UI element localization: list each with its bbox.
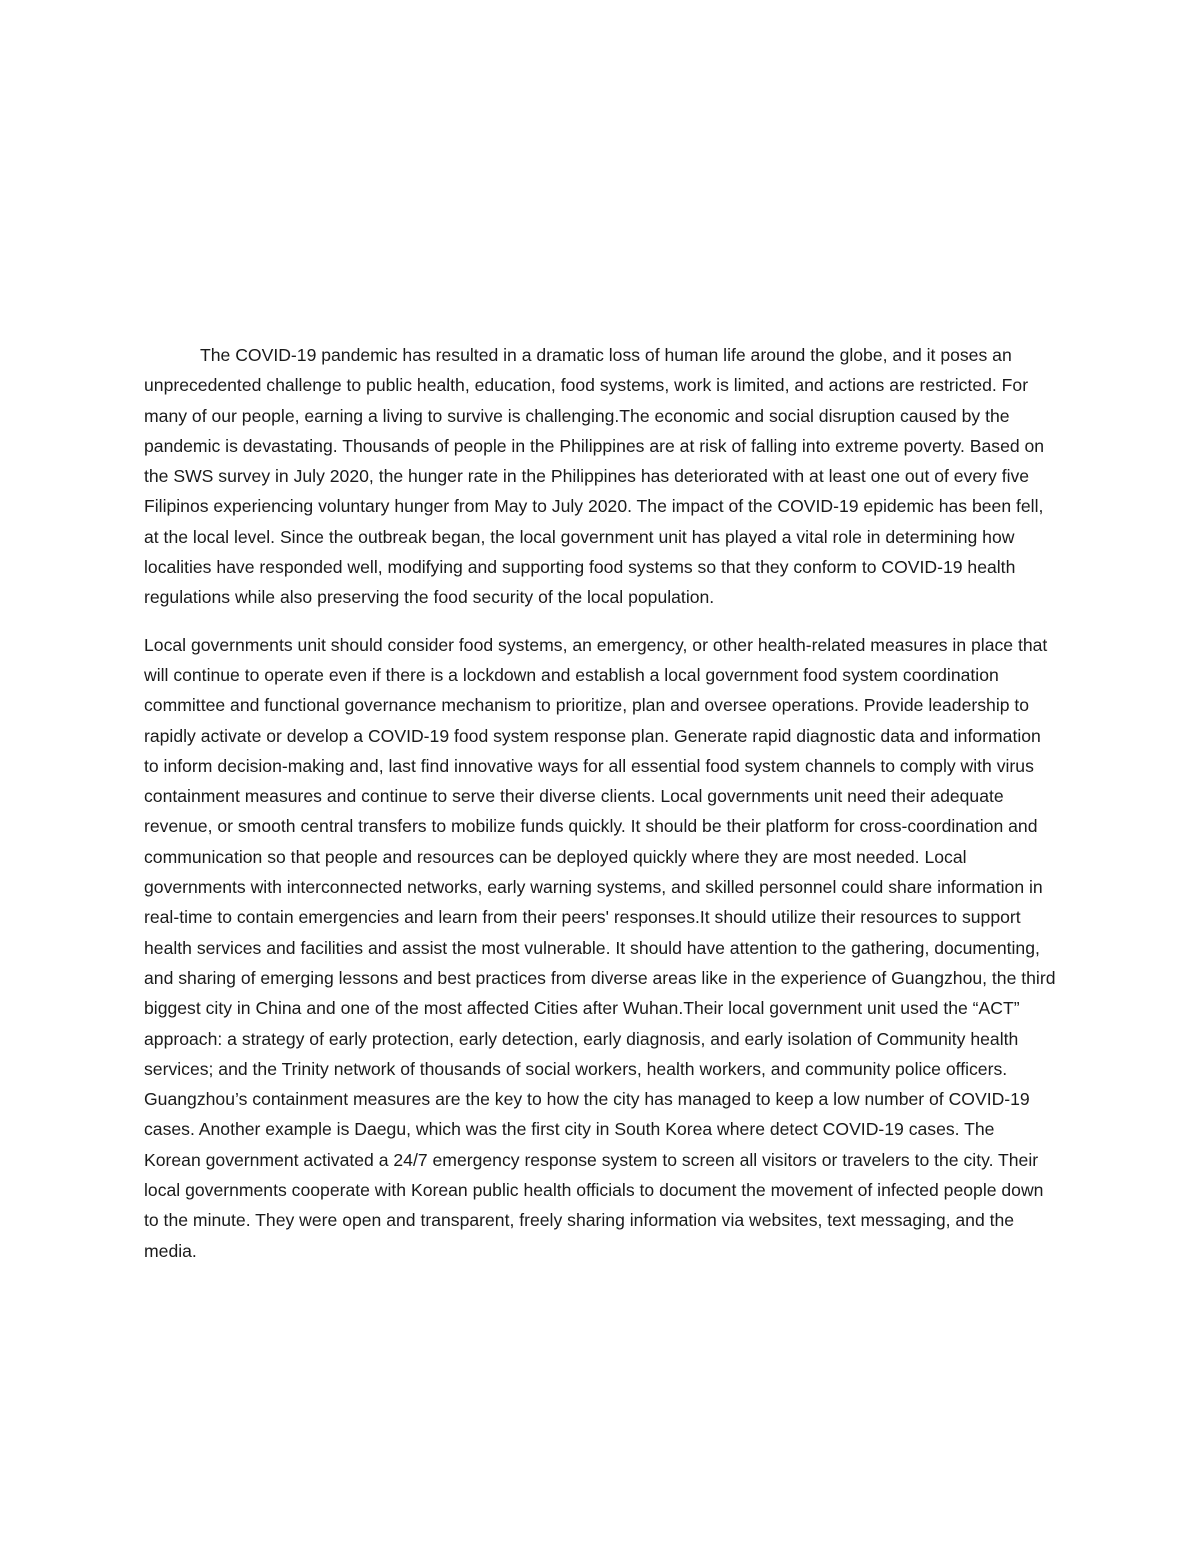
paragraph-1: The COVID-19 pandemic has resulted in a dramatic loss of human life around the globe, and it poses an unprecedented challenge to public health, education, food systems, work is limited, and actions are restricted. For many of our people, earning a living to survive is challenging.The economic and social disruption caused by the pandemic is devastating. Thousands of people in the Philippines are at risk of falling into extreme poverty. Based on the SWS survey in July 2020, the hunger rate in the Philippines has deteriorated with at least one out of every five Filipinos experiencing voluntary hunger from May to July 2020. The impact of the COVID-19 epidemic has been fell, at the local level. Since the outbreak began, the local government unit has played a vital role in determining how localities have responded well, modifying and supporting food systems so that they conform to COVID-19 health regulations while also preserving the food security of the local population. — [144, 345, 1045, 608]
document-body — [144, 340, 1056, 1266]
paragraph-2: Local governments unit should consider food systems, an emergency, or other health-related measures in place that will continue to operate even if there is a lockdown and establish a local government food system coordination committee and functional governance mechanism to prioritize, plan and oversee operations. Provide leadership to rapidly activate or develop a COVID-19 food system response plan. Generate rapid diagnostic data and information to inform decision-making and, last find innovative ways for all essential food system channels to comply with virus containment measures and continue to serve their diverse clients. Local governments unit need their adequate revenue, or smooth central transfers to mobilize funds quickly. It should be their platform for cross-coordination and communication so that people and resources can be deployed quickly where they are most needed. Local governments with interconnected networks, early warning systems, and skilled personnel could share information in real-time to contain emergencies and learn from their peers' responses.It should utilize their resources to support health services and facilities and assist the most vulnerable. It should have attention to the gathering, documenting, and sharing of emerging lessons and best practices from diverse areas like in the experience of Guangzhou, the third biggest city in China and one of the most affected Cities after Wuhan.Their local government unit used the “ACT” approach: a strategy of early protection, early detection, early diagnosis, and early isolation of Community health services; and the Trinity network of thousands of social workers, health workers, and community police officers. Guangzhou’s containment measures are the key to how the city has managed to keep a low number of COVID-19 cases. Another example is Daegu, which was the first city in South Korea where detect COVID-19 cases. The Korean government activated a 24/7 emergency response system to screen all visitors or travelers to the city. Their local governments cooperate with Korean public health officials to document the movement of infected people down to the minute. They were open and transparent, freely sharing information via websites, text messaging, and the media. — [144, 634, 1056, 1261]
